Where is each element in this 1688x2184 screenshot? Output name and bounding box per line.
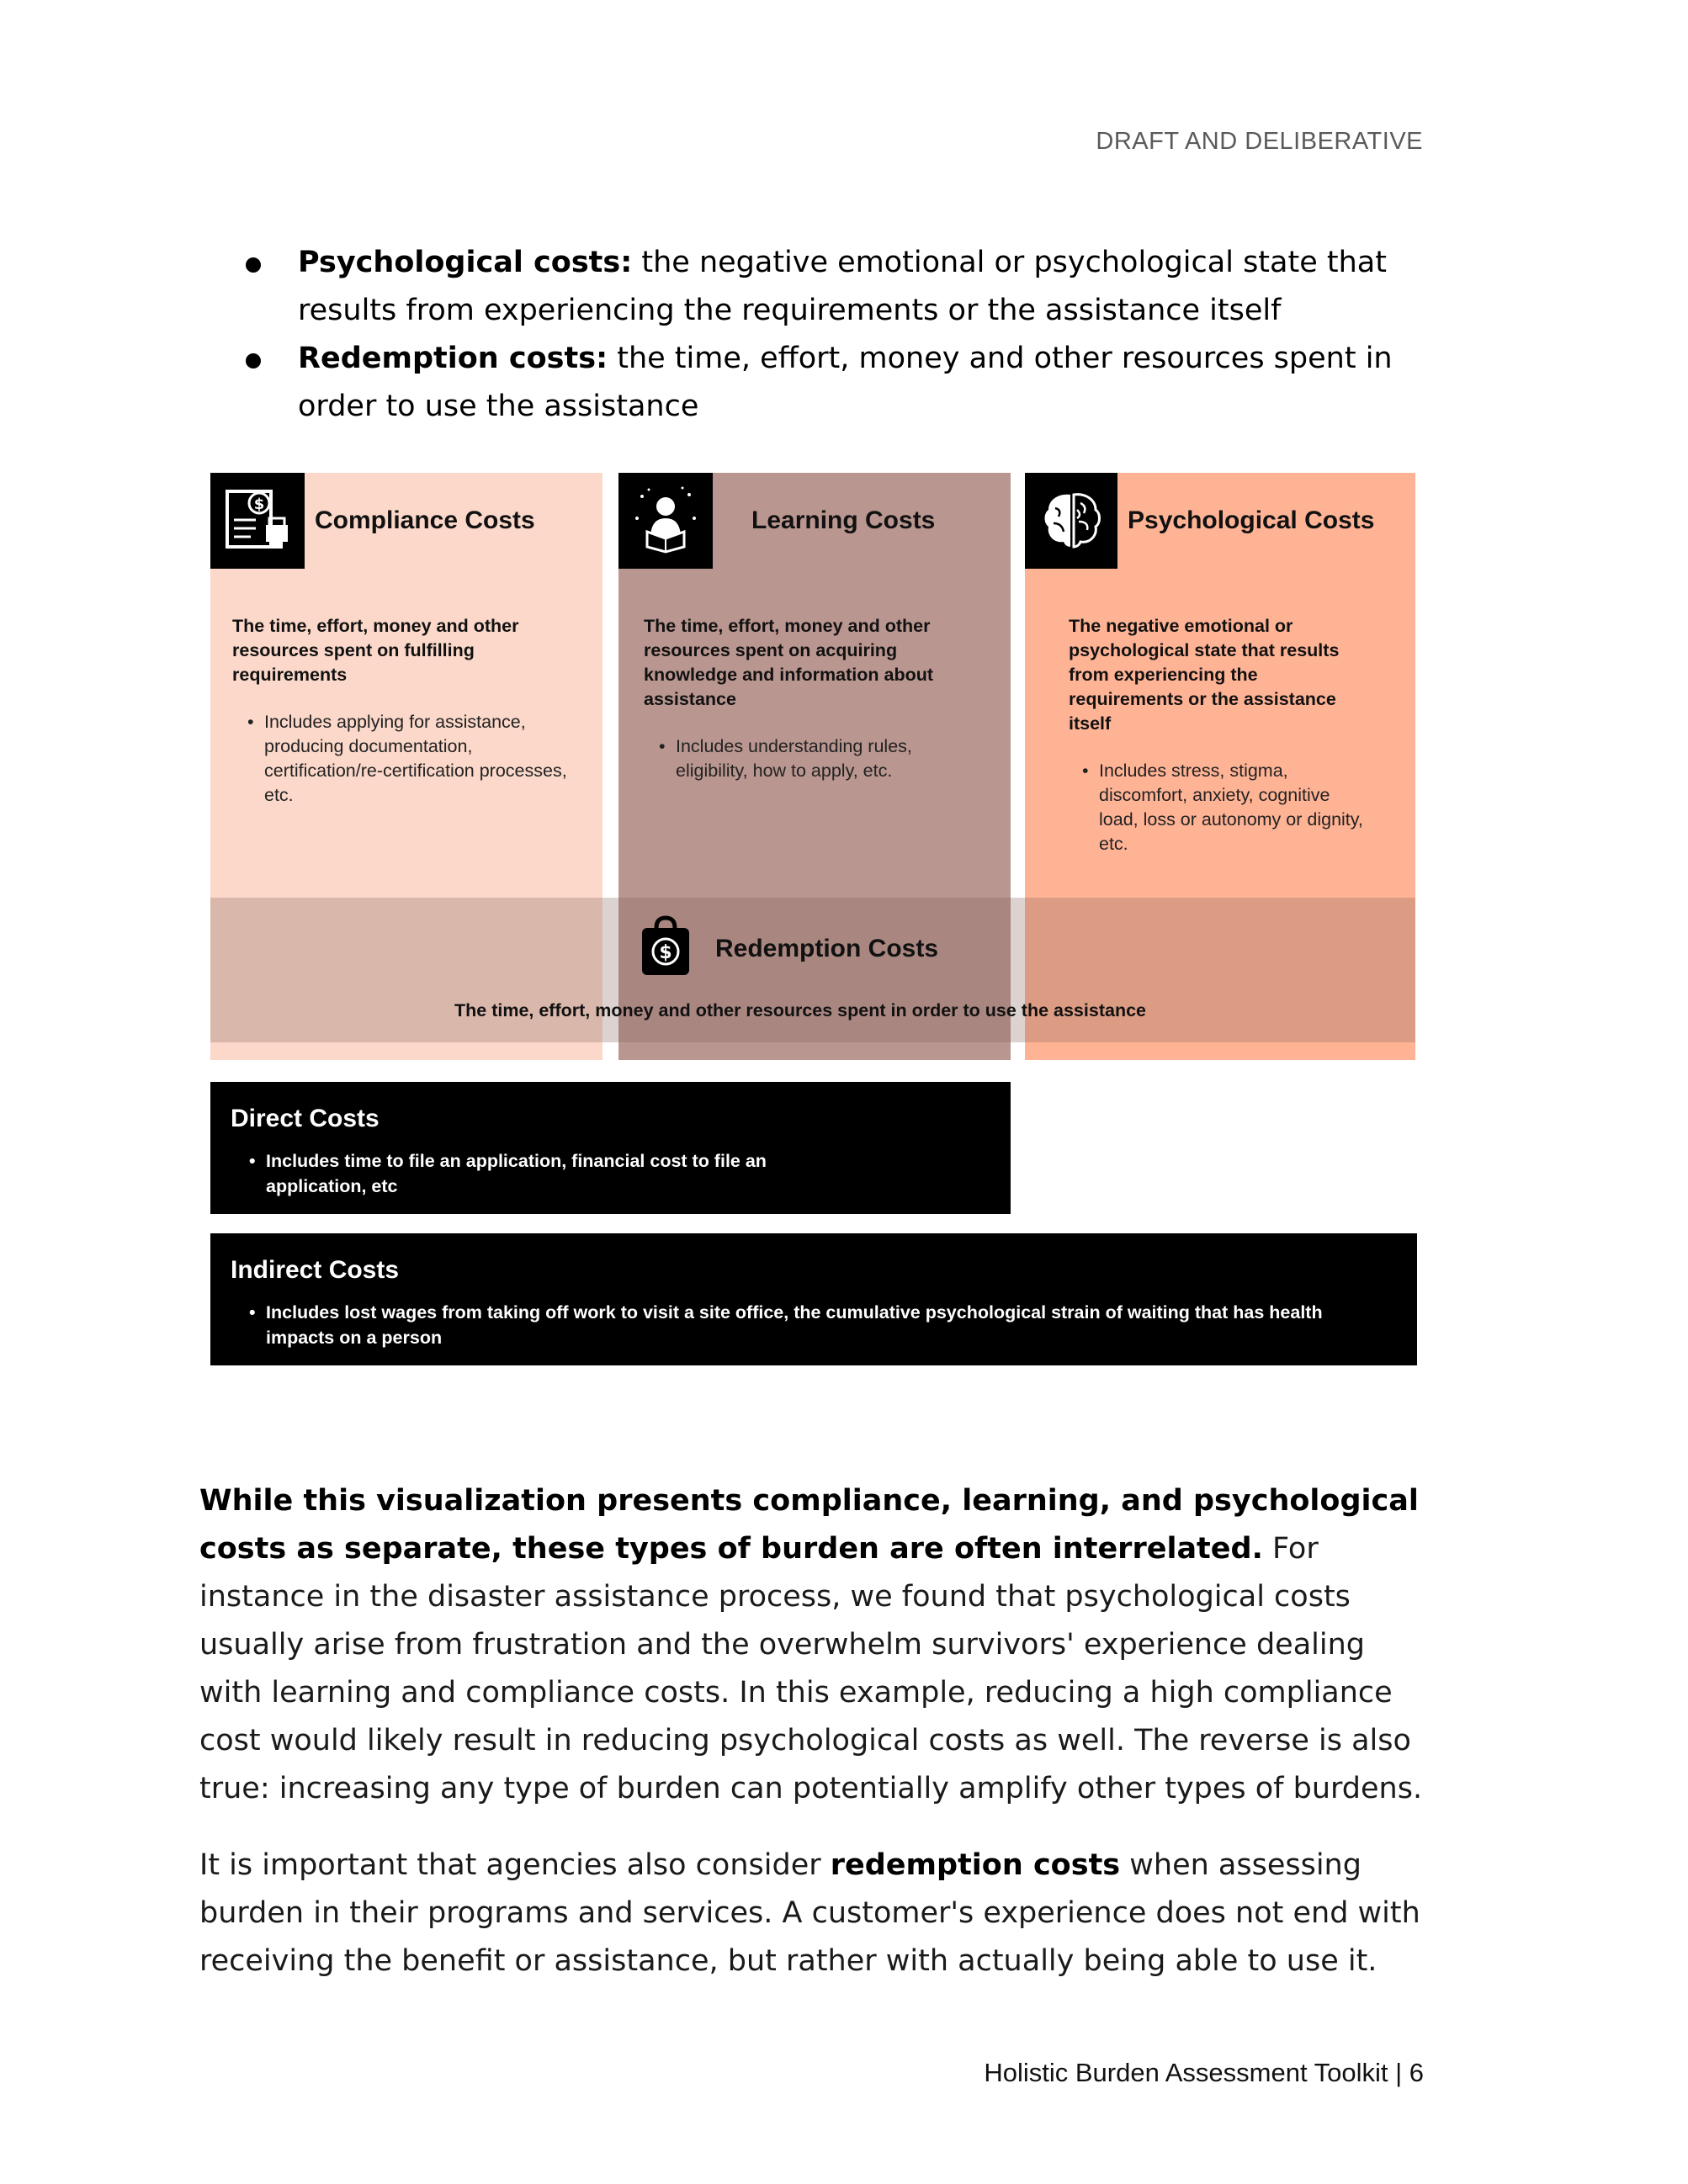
bullet-term: Psychological costs: — [298, 246, 633, 279]
person-reading-icon — [618, 473, 713, 569]
paragraph-emphasis: redemption costs — [830, 1848, 1121, 1882]
compliance-examples: • Includes applying for assistance, producing documentation, certification/re-certification processes, etc. — [247, 710, 567, 808]
direct-costs-examples: • Includes time to file an application, financial cost to file an application, etc — [249, 1148, 872, 1199]
redemption-description: The time, effort, money and other resources spent in order to use the assistance — [454, 1000, 1146, 1020]
paragraph-redemption — [199, 1842, 1428, 1985]
paragraph-body: For instance in the disaster assistance process, we found that psychological costs usually arise from frustration and the overwhelm survivors' experience dealing with learning and compliance costs. In this example, reducing a high compliance cost would likely result in reducing psychological costs as well. The reverse is also true: increasing any type of burden can potentially amplify other types of burdens. — [199, 1532, 1423, 1805]
psychological-examples: • Includes stress, stigma, discomfort, anxiety, cognitive load, loss or autonomy or dignity, etc. — [1082, 759, 1368, 856]
paragraph-lead: While this visualization presents compliance, learning, and psychological costs as separate, these types of burden are often interrelated. — [199, 1484, 1419, 1566]
psychological-title: Psychological Costs — [1128, 506, 1375, 534]
paragraph-body: when assessing burden in their programs and services. A customer's experience does not end with receiving the benefit or assistance, but rather with actually being able to use it. — [199, 1848, 1420, 1978]
learning-examples: • Includes understanding rules, eligibility, how to apply, etc. — [659, 734, 979, 783]
page-footer: Holistic Burden Assessment Toolkit | 6 — [984, 2058, 1424, 2087]
bullet-text: the negative emotional or psychological state that results from experiencing the requirements or the assistance itself — [298, 246, 1387, 327]
list-item — [246, 239, 1441, 335]
compliance-title: Compliance Costs — [315, 506, 535, 534]
burden-diagram — [210, 473, 1415, 1365]
indirect-costs-examples: • Includes lost wages from taking off work to visit a site office, the cumulative psychological strain of waiting that has health impacts on a person — [249, 1300, 1343, 1350]
draft-header: DRAFT AND DELIBERATIVE — [1096, 128, 1423, 155]
list-item — [246, 335, 1441, 431]
bullet-icon — [246, 257, 261, 273]
paragraph-interrelated — [199, 1477, 1428, 1813]
document-money-icon — [210, 473, 305, 569]
compliance-description: The time, effort, money and other resources spent on fulfilling requirements — [232, 616, 519, 685]
bullet-icon — [246, 353, 261, 368]
redemption-costs-band — [210, 898, 1415, 1042]
indirect-costs-title: Indirect Costs — [231, 1256, 400, 1284]
definition-list — [246, 239, 1441, 431]
paragraph-start: It is important that agencies also consider — [199, 1848, 831, 1882]
svg-text:$: $ — [659, 942, 672, 963]
direct-costs-title: Direct Costs — [231, 1105, 380, 1132]
psychological-description: The negative emotional or psychological state that results from experiencing the requirements or the assistance itself — [1069, 616, 1340, 734]
learning-description: The time, effort, money and other resources spent on acquiring knowledge and information about assistance — [644, 616, 933, 709]
bullet-term: Redemption costs: — [298, 342, 608, 375]
bullet-text: the time, effort, money and other resources spent in order to use the assistance — [298, 342, 1393, 423]
redemption-title: Redemption Costs — [715, 935, 939, 962]
svg-text:$: $ — [253, 496, 265, 513]
direct-costs-box — [210, 1082, 1011, 1214]
brain-icon — [1025, 473, 1117, 569]
money-bag-icon — [640, 914, 692, 977]
learning-title: Learning Costs — [751, 506, 936, 534]
indirect-costs-box — [210, 1233, 1417, 1365]
